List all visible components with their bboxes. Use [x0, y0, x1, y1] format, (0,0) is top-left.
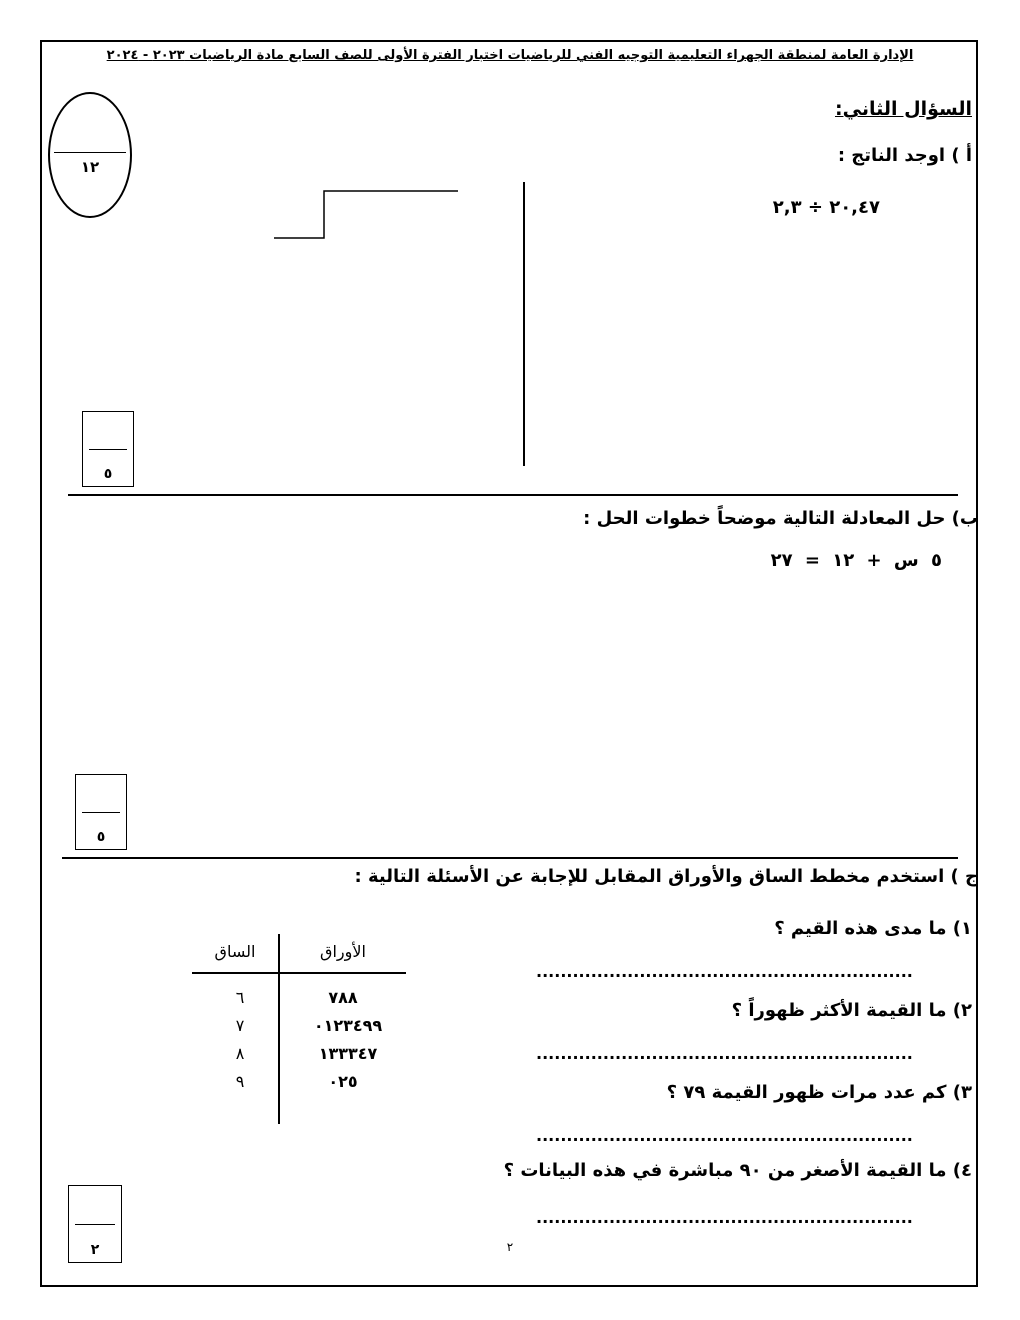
header-text: الإدارة العامة لمنطقة الجهراء التعليمية التوجيه الفني للرياضيات اختبار الفترة الأولى للصف السابع مادة الرياضيات ٢٠٢٣ - ٢٠٢٤ — [106, 48, 914, 63]
stem-value: ٧ — [235, 1016, 245, 1035]
part-b-score: ٥ — [96, 829, 106, 845]
part-a-score: ٥ — [103, 466, 113, 482]
leaves-header: الأوراق — [320, 942, 366, 961]
answer-line-1[interactable]: .............................................................. — [536, 962, 913, 981]
stem-value: ٦ — [235, 988, 245, 1007]
total-score-oval — [48, 92, 132, 218]
stem-leaf-plot — [192, 934, 406, 1126]
stem-header: الساق — [214, 942, 256, 961]
question-1: ١) ما مدى هذه القيم ؟ — [774, 918, 972, 939]
answer-line-3[interactable]: .............................................................. — [536, 1126, 913, 1145]
long-division-bracket — [270, 185, 462, 243]
stem-value: ٩ — [235, 1072, 245, 1091]
part-c-label: ج ) استخدم مخطط الساق والأوراق المقابل للإجابة عن الأسئلة التالية : — [354, 866, 978, 887]
part-b-score-box — [75, 774, 127, 850]
question-title: السؤال الثاني: — [835, 98, 972, 120]
leaves-value: ١٣٣٣٤٧ — [318, 1044, 378, 1063]
part-c-score: ٢ — [90, 1242, 100, 1258]
work-area-divider — [523, 182, 525, 466]
part-a-expression: ٢٠,٤٧ ÷ ٢,٣ — [772, 197, 880, 218]
question-3: ٣) كم عدد مرات ظهور القيمة ٧٩ ؟ — [666, 1082, 972, 1103]
answer-line-2[interactable]: .............................................................. — [536, 1044, 913, 1063]
leaves-value: ٠٢٥ — [328, 1072, 358, 1091]
total-score-value: ١٢ — [80, 158, 100, 176]
answer-line-4[interactable]: .............................................................. — [536, 1208, 913, 1227]
stem-leaf-horizontal-line — [192, 972, 406, 974]
part-a-score-box — [82, 411, 134, 487]
part-c-score-box — [68, 1185, 122, 1263]
section-separator — [68, 494, 958, 496]
total-score-divider — [54, 152, 126, 153]
part-a-label: أ ) اوجد الناتج : — [837, 145, 972, 166]
leaves-value: ٧٨٨ — [328, 988, 358, 1007]
question-4: ٤) ما القيمة الأصغر من ٩٠ مباشرة في هذه البيانات ؟ — [503, 1160, 972, 1181]
part-b-label: ب) حل المعادلة التالية موضحاً خطوات الحل : — [583, 508, 978, 529]
page-number: ٢ — [506, 1240, 514, 1254]
stem-value: ٨ — [235, 1044, 245, 1063]
leaves-value: ٠١٢٣٤٩٩ — [313, 1016, 383, 1035]
part-b-equation: ٥ س + ١٢ = ٢٧ — [770, 550, 942, 571]
section-separator — [62, 857, 958, 859]
question-2: ٢) ما القيمة الأكثر ظهوراً ؟ — [731, 1000, 972, 1021]
